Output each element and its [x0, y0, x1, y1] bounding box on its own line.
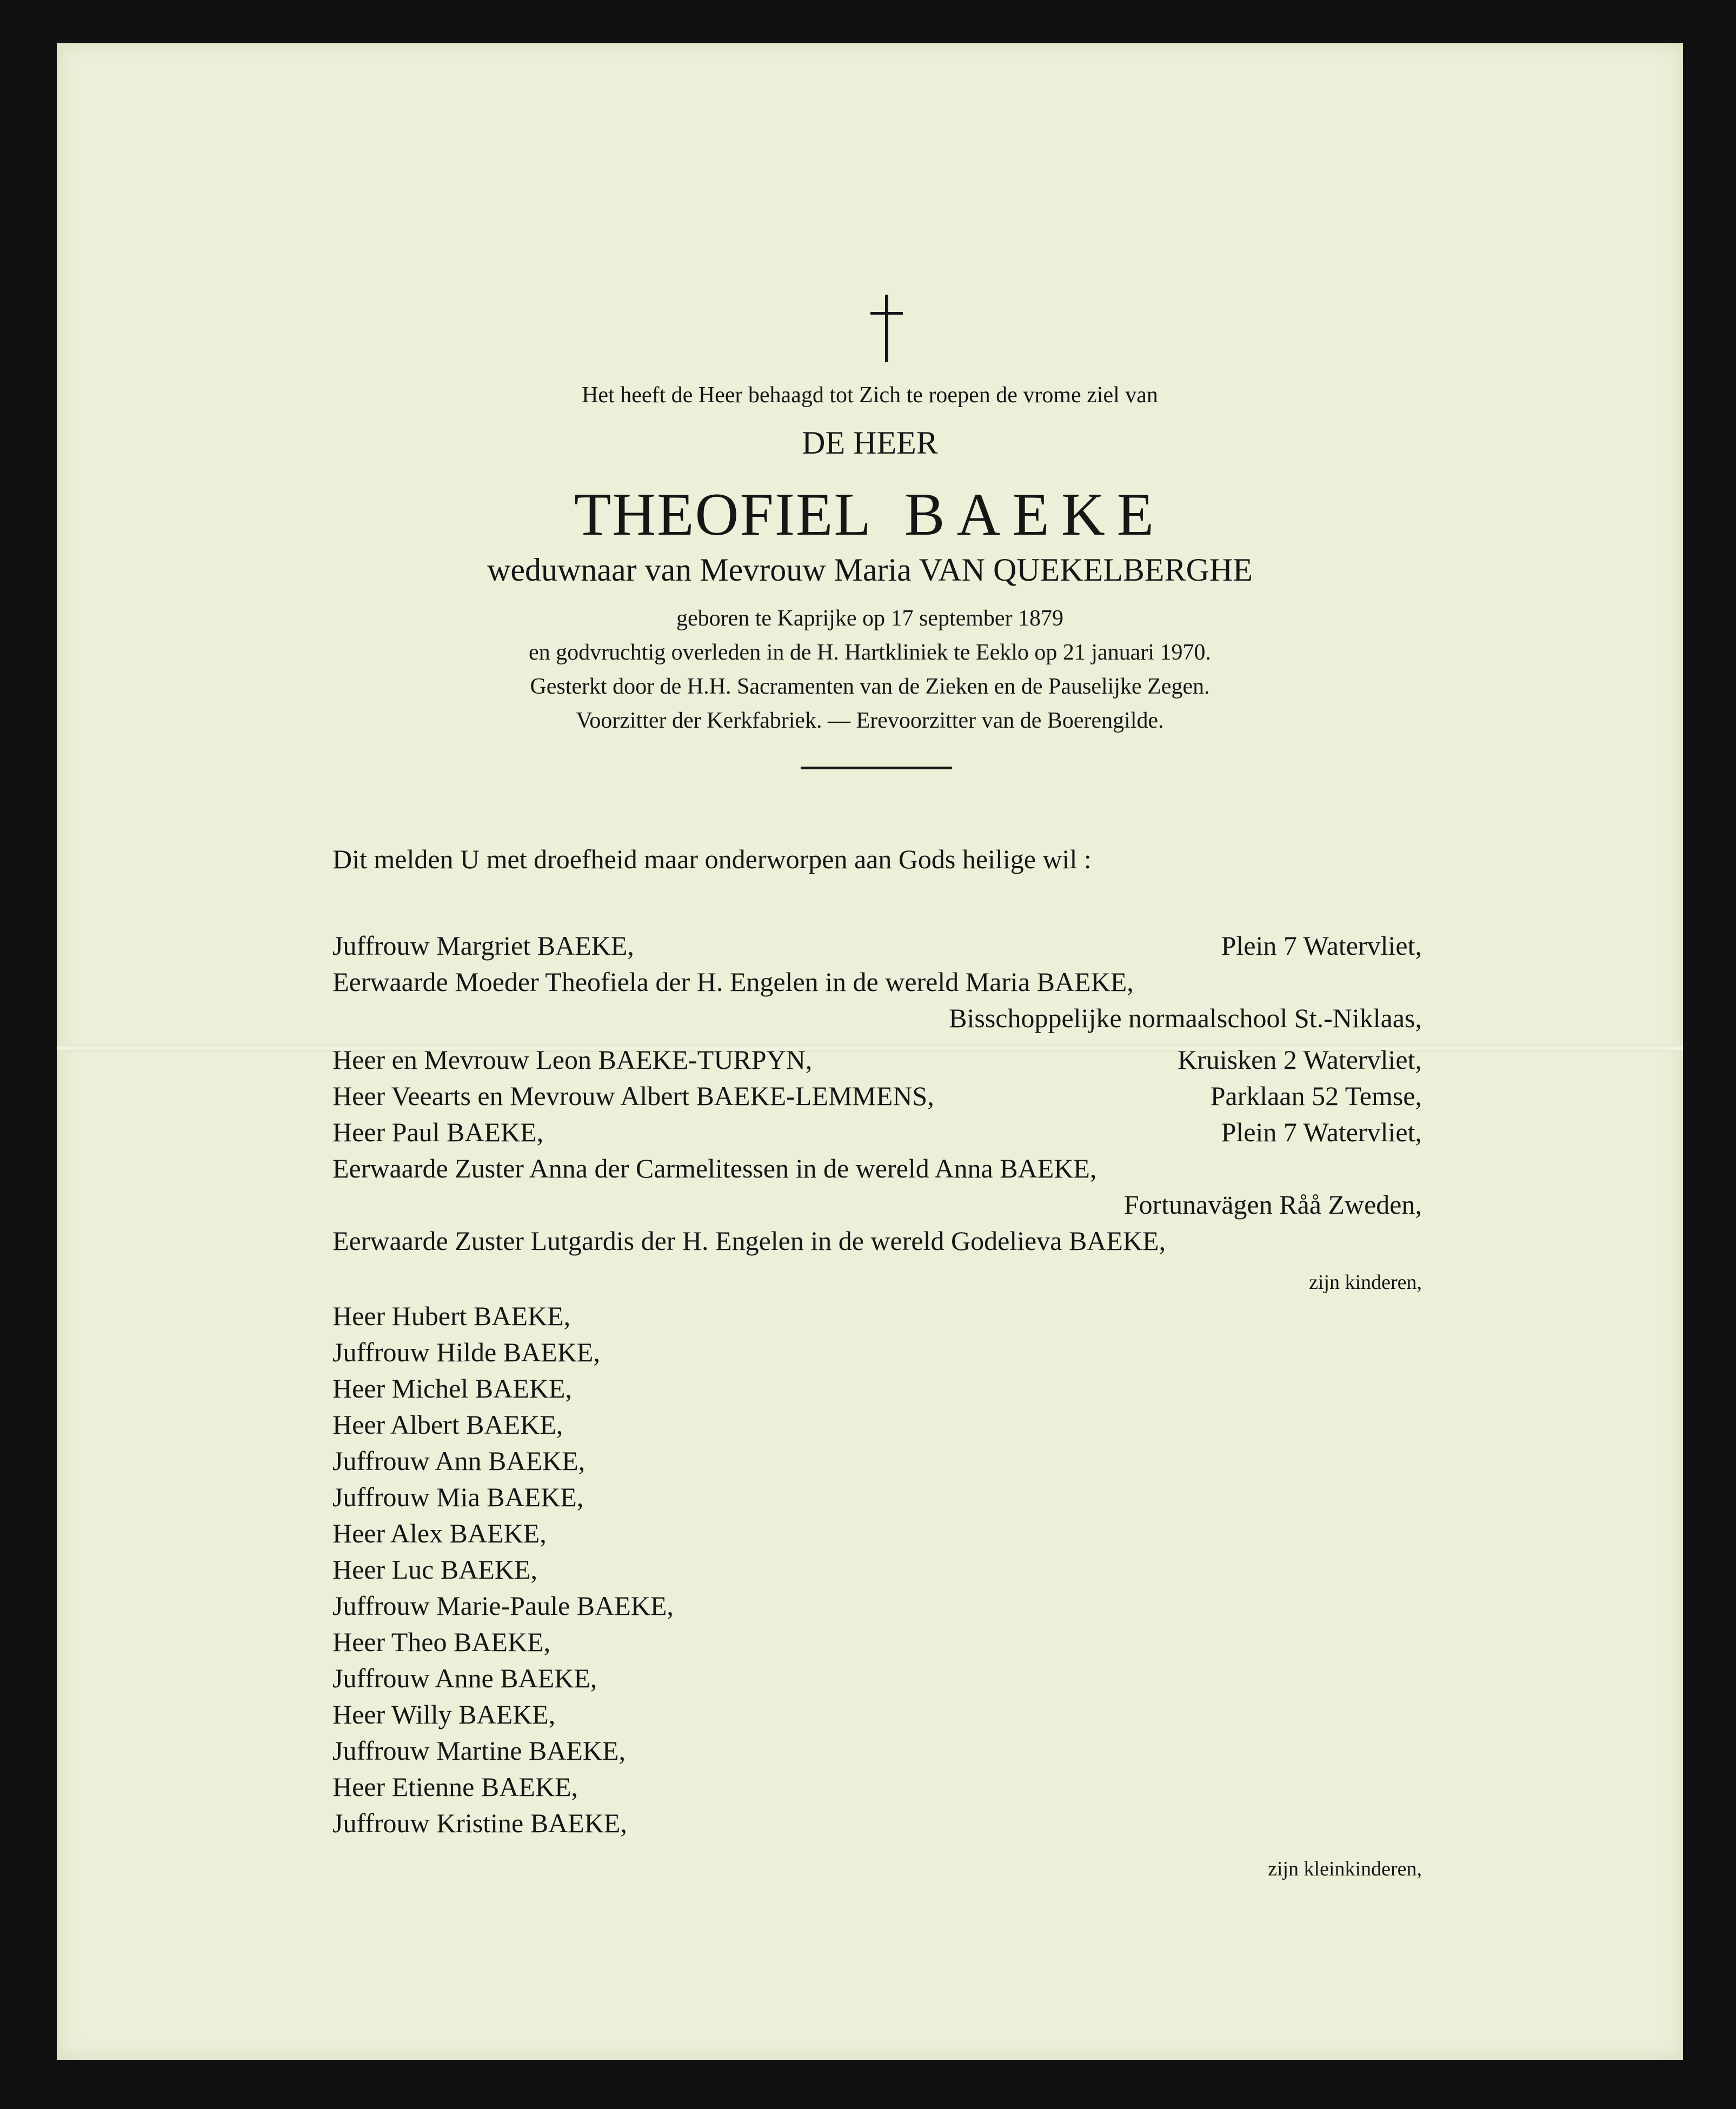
functions-line: Voorzitter der Kerkfabriek. — Erevoorzitter van de Boerengilde. [576, 708, 1164, 733]
child-row [332, 1189, 1422, 1222]
grandchild-item: Juffrouw Hilde BAEKE, [332, 1337, 600, 1367]
mourning-card [57, 43, 1683, 2060]
grandchild-item: Juffrouw Martine BAEKE, [332, 1735, 626, 1766]
child-name: Heer en Mevrouw Leon BAEKE-TURPYN, [332, 1044, 813, 1075]
grandchild-item: Heer Hubert BAEKE, [332, 1301, 571, 1331]
deceased-name [57, 480, 1683, 550]
child-address: Plein 7 Watervliet, [1221, 1117, 1422, 1147]
surname: BAEKE [904, 481, 1166, 548]
children-label: zijn kinderen, [1309, 1271, 1422, 1294]
child-address: Bisschoppelijke normaalschool St.-Niklaas, [949, 1003, 1422, 1033]
grandchild-item: Juffrouw Kristine BAEKE, [332, 1808, 627, 1838]
honorific: DE HEER [802, 425, 938, 461]
child-address: Fortunavägen Råå Zweden, [1123, 1189, 1422, 1220]
child-name: Eerwaarde Zuster Lutgardis der H. Engelen in de wereld Godelieva BAEKE, [332, 1226, 1166, 1256]
first-name: THEOFIEL [574, 481, 872, 548]
child-name: Heer Paul BAEKE, [332, 1117, 544, 1147]
widower-line: weduwnaar van Mevrouw Maria VAN QUEKELBERGHE [487, 552, 1253, 588]
child-name: Eerwaarde Zuster Anna der Carmelitessen in de wereld Anna BAEKE, [332, 1153, 1097, 1183]
child-row [332, 930, 1422, 963]
birth-line: geboren te Kaprijke op 17 september 1879 [676, 606, 1064, 631]
grandchild-item: Heer Willy BAEKE, [332, 1699, 556, 1729]
child-address: Plein 7 Watervliet, [1221, 930, 1422, 961]
announcement: Dit melden U met droefheid maar onderworpen aan Gods heilige wil : [332, 844, 1092, 874]
grandchild-item: Heer Theo BAEKE, [332, 1627, 551, 1657]
grandchild-item: Juffrouw Anne BAEKE, [332, 1663, 597, 1693]
cross-icon [870, 295, 903, 362]
grandchild-item: Juffrouw Marie-Paule BAEKE, [332, 1591, 674, 1621]
grandchild-item: Heer Luc BAEKE, [332, 1554, 538, 1585]
child-row [332, 1044, 1422, 1077]
child-row [332, 1002, 1422, 1036]
grandchildren-label: zijn kleinkinderen, [1268, 1858, 1422, 1880]
sacraments-line: Gesterkt door de H.H. Sacramenten van de Zieken en de Pauselijke Zegen. [530, 674, 1210, 699]
child-row [332, 1116, 1422, 1150]
child-name: Heer Veearts en Mevrouw Albert BAEKE-LEMMENS, [332, 1081, 934, 1111]
separator-rule [801, 767, 952, 769]
death-line: en godvruchtig overleden in de H. Hartkliniek te Eeklo op 21 januari 1970. [529, 640, 1211, 665]
grandchild-item: Heer Albert BAEKE, [332, 1409, 563, 1440]
cross-horizontal-bar [870, 312, 903, 315]
child-name: Juffrouw Margriet BAEKE, [332, 930, 634, 961]
child-row [332, 1153, 1422, 1186]
child-address: Parklaan 52 Temse, [1210, 1081, 1422, 1111]
child-row [332, 1080, 1422, 1114]
child-name: Eerwaarde Moeder Theofiela der H. Engelen in de wereld Maria BAEKE, [332, 967, 1134, 997]
child-row [332, 966, 1422, 1000]
intro-line: Het heeft de Heer behaagd tot Zich te roepen de vrome ziel van [582, 383, 1158, 408]
grandchild-item: Heer Etienne BAEKE, [332, 1772, 578, 1802]
cross-vertical-bar [885, 295, 888, 362]
grandchild-item: Heer Alex BAEKE, [332, 1518, 547, 1548]
grandchild-item: Juffrouw Mia BAEKE, [332, 1482, 584, 1512]
grandchild-item: Heer Michel BAEKE, [332, 1373, 572, 1403]
child-address: Kruisken 2 Watervliet, [1178, 1044, 1422, 1075]
grandchild-item: Juffrouw Ann BAEKE, [332, 1446, 586, 1476]
child-row [332, 1225, 1422, 1259]
